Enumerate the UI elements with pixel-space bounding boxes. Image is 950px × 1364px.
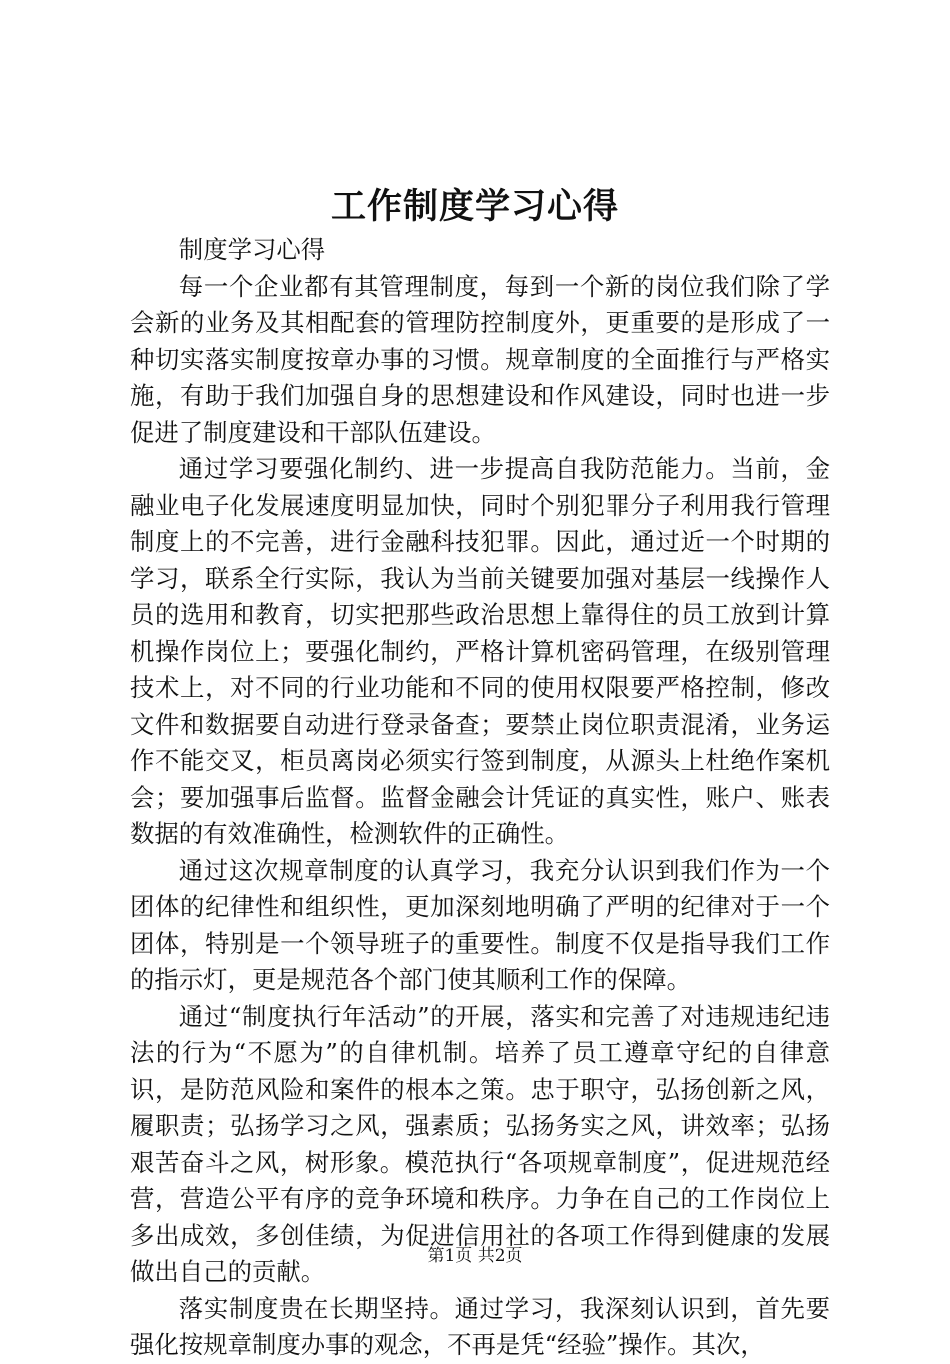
document-body xyxy=(130,232,830,1364)
paragraph: 通过这次规章制度的认真学习，我充分认识到我们作为一个团体的纪律性和组织性，更加深刻地明确了严明的纪律对于一个团体，特别是一个领导班子的重要性。制度不仅是指导我们工作的指示灯，更是规范各个部门使其顺利工作的保障。 xyxy=(130,855,830,994)
paragraph: 每一个企业都有其管理制度，每到一个新的岗位我们除了学会新的业务及其相配套的管理防控制度外，更重要的是形成了一种切实落实制度按章办事的习惯。规章制度的全面推行与严格实施，有助于我们加强自身的思想建设和作风建设，同时也进一步促进了制度建设和干部队伍建设。 xyxy=(130,271,830,447)
paragraph: 通过“制度执行年活动”的开展，落实和完善了对违规违纪违法的行为“不愿为”的自律机制。培养了员工遵章守纪的自律意识，是防范风险和案件的根本之策。忠于职守，弘扬创新之风，履职责；弘扬学习之风，强素质；弘扬务实之风，讲效率；弘扬艰苦奋斗之风，树形象。模范执行“各项规章制度”，促进规范经营，营造公平有序的竞争环境和秩序。力争在自己的工作岗位上多出成效，多创佳绩，为促进信用社的各项工作得到健康的发展做出自己的贡献。 xyxy=(130,1001,830,1286)
page-footer: 第1页 共2页 xyxy=(427,1246,523,1266)
paragraph: 通过学习要强化制约、进一步提高自我防范能力。当前，金融业电子化发展速度明显加快，同时个别犯罪分子利用我行管理制度上的不完善，进行金融科技犯罪。因此，通过近一个时期的学习，联系全行实际，我认为当前关键要加强对基层一线操作人员的选用和教育，切实把那些政治思想上靠得住的员工放到计算机操作岗位上；要强化制约，严格计算机密码管理，在级别管理技术上，对不同的行业功能和不同的使用权限要严格控制，修改文件和数据要自动进行登录备查；要禁止岗位职责混淆，业务运作不能交叉，柜员离岗必须实行签到制度，从源头上杜绝作案机会；要加强事后监督。监督金融会计凭证的真实性，账户、账表数据的有效准确性，检测软件的正确性。 xyxy=(130,454,830,848)
page-title: 工作制度学习心得 xyxy=(330,186,619,227)
subtitle-paragraph: 制度学习心得 xyxy=(178,235,326,264)
paragraph: 落实制度贵在长期坚持。通过学习，我深刻认识到，首先要强化按规章制度办事的观念，不再是凭“经验”操作。其次， xyxy=(130,1293,830,1359)
